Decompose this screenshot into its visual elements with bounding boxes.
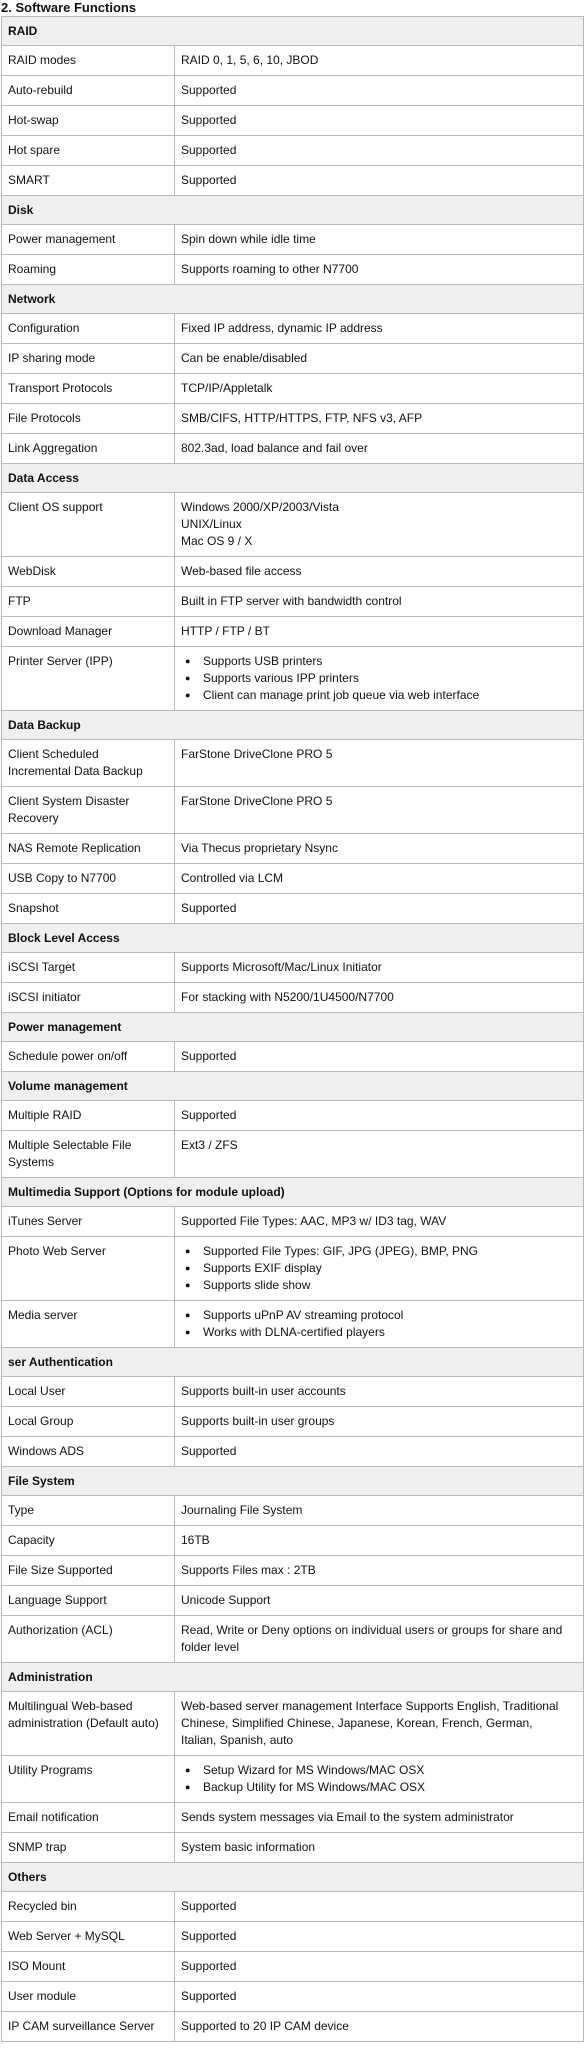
feature-value-line: folder level [181, 1640, 240, 1654]
feature-value [175, 1407, 584, 1437]
bullet-item: ● Works with DLNA-certified players [181, 1324, 577, 1341]
table-row [2, 1556, 584, 1586]
feature-label-line: Client OS support [8, 500, 103, 514]
table-row [2, 493, 584, 557]
feature-label [2, 1756, 175, 1803]
section-header-others [2, 1863, 584, 1892]
feature-value [175, 374, 584, 404]
feature-value [175, 1833, 584, 1863]
feature-label [2, 1892, 175, 1922]
section-header-block-level-access [2, 924, 584, 953]
feature-label [2, 1301, 175, 1348]
section-header-volume-management [2, 1072, 584, 1101]
feature-value-line: Supports Files max : 2TB [181, 1563, 316, 1577]
feature-label [2, 434, 175, 464]
feature-label-line: Configuration [8, 321, 80, 335]
bullet-item: ● Setup Wizard for MS Windows/MAC OSX [181, 1762, 577, 1779]
feature-value [175, 1756, 584, 1803]
feature-label-line: Roaming [8, 262, 57, 276]
feature-value-line: Spin down while idle time [181, 232, 316, 246]
feature-label [2, 1237, 175, 1301]
feature-label-line: File Size Supported [8, 1563, 113, 1577]
table-row [2, 1437, 584, 1467]
feature-label [2, 953, 175, 983]
section-header-administration [2, 1663, 584, 1692]
feature-value [175, 647, 584, 711]
feature-value-line: HTTP / FTP / BT [181, 624, 270, 638]
feature-label-line: Transport Protocols [8, 381, 113, 395]
feature-label [2, 983, 175, 1013]
feature-label [2, 1922, 175, 1952]
feature-label [2, 136, 175, 166]
feature-value [175, 314, 584, 344]
bullet-list [181, 1307, 577, 1341]
feature-label-line: Incremental Data Backup [8, 764, 143, 778]
feature-label-line: iTunes Server [8, 1214, 83, 1228]
feature-label [2, 617, 175, 647]
feature-label-line: Capacity [8, 1533, 55, 1547]
feature-label [2, 2012, 175, 2042]
feature-value [175, 493, 584, 557]
feature-label [2, 1131, 175, 1178]
spec-table-body [2, 17, 584, 2042]
feature-label-line: Photo Web Server [8, 1244, 106, 1258]
feature-value [175, 1982, 584, 2012]
feature-label [2, 493, 175, 557]
table-row [2, 1922, 584, 1952]
feature-label [2, 647, 175, 711]
feature-label [2, 1101, 175, 1131]
feature-label-line: ISO Mount [8, 1959, 66, 1973]
feature-value-line: Supported [181, 1929, 237, 1943]
section-title: Data Access [2, 464, 584, 493]
feature-label-line: Snapshot [8, 901, 59, 915]
section-title: Volume management [2, 1072, 584, 1101]
feature-label-line: Client Scheduled [8, 747, 99, 761]
section-header-power-management [2, 1013, 584, 1042]
feature-label-line: IP sharing mode [8, 351, 96, 365]
feature-value [175, 834, 584, 864]
table-row [2, 1692, 584, 1756]
feature-value-line: System basic information [181, 1840, 316, 1854]
feature-label-line: Language Support [8, 1593, 107, 1607]
feature-label-line: Windows ADS [8, 1444, 85, 1458]
feature-value-line: Read, Write or Deny options on individual users or groups for share and [181, 1623, 563, 1637]
feature-label-line: Download Manager [8, 624, 113, 638]
feature-value-line: Ext3 / ZFS [181, 1138, 238, 1152]
table-row [2, 617, 584, 647]
section-title: Multimedia Support (Options for module upload) [2, 1178, 584, 1207]
feature-value-line: SMB/CIFS, HTTP/HTTPS, FTP, NFS v3, AFP [181, 411, 423, 425]
feature-value [175, 1803, 584, 1833]
feature-label [2, 1692, 175, 1756]
feature-value-line: Supported [181, 1899, 237, 1913]
feature-value-line: Mac OS 9 / X [181, 534, 253, 548]
feature-value-line: Italian, Spanish, auto [181, 1733, 294, 1747]
feature-value-line: RAID 0, 1, 5, 6, 10, JBOD [181, 53, 319, 67]
table-row [2, 864, 584, 894]
feature-label [2, 1437, 175, 1467]
feature-value [175, 1377, 584, 1407]
feature-label-line: IP CAM surveillance Server [8, 2019, 155, 2033]
feature-label-line: Auto-rebuild [8, 83, 73, 97]
feature-value-line: Supported [181, 83, 237, 97]
feature-label-line: Recovery [8, 811, 59, 825]
feature-value [175, 1556, 584, 1586]
bullet-item: ● Supports various IPP printers [181, 670, 577, 687]
feature-label [2, 314, 175, 344]
feature-value [175, 1237, 584, 1301]
feature-value-line: Via Thecus proprietary Nsync [181, 841, 338, 855]
table-row [2, 1496, 584, 1526]
table-row [2, 136, 584, 166]
table-row [2, 953, 584, 983]
feature-label-line: Link Aggregation [8, 441, 98, 455]
spec-table [1, 16, 584, 2042]
section-title: Administration [2, 1663, 584, 1692]
feature-label [2, 255, 175, 285]
feature-label [2, 344, 175, 374]
feature-label-line: administration (Default auto) [8, 1716, 159, 1730]
table-row [2, 225, 584, 255]
feature-label [2, 1496, 175, 1526]
feature-label [2, 1586, 175, 1616]
feature-label [2, 740, 175, 787]
feature-value-line: Supported [181, 1989, 237, 2003]
feature-label-line: iSCSI Target [8, 960, 76, 974]
section-title: Disk [2, 196, 584, 225]
table-row [2, 76, 584, 106]
feature-label-line: Hot-swap [8, 113, 59, 127]
section-header-disk [2, 196, 584, 225]
table-row [2, 1101, 584, 1131]
feature-value [175, 1526, 584, 1556]
feature-value-line: Built in FTP server with bandwidth control [181, 594, 402, 608]
feature-label-line: SNMP trap [8, 1840, 67, 1854]
table-row [2, 1301, 584, 1348]
feature-value-line: Supported [181, 1959, 237, 1973]
section-title: Network [2, 285, 584, 314]
feature-label-line: Authorization (ACL) [8, 1623, 113, 1637]
feature-label [2, 76, 175, 106]
table-row [2, 166, 584, 196]
feature-label-line: iSCSI initiator [8, 990, 81, 1004]
feature-value [175, 1892, 584, 1922]
feature-label [2, 1803, 175, 1833]
bullet-list [181, 1243, 577, 1294]
feature-label-line: Client System Disaster [8, 794, 130, 808]
feature-value [175, 1692, 584, 1756]
feature-value-line: Supports Microsoft/Mac/Linux Initiator [181, 960, 382, 974]
feature-label [2, 1952, 175, 1982]
feature-value [175, 1437, 584, 1467]
table-row [2, 46, 584, 76]
feature-value [175, 46, 584, 76]
table-row [2, 404, 584, 434]
section-title: Others [2, 1863, 584, 1892]
feature-value [175, 1131, 584, 1178]
section-header-network [2, 285, 584, 314]
feature-value [175, 787, 584, 834]
feature-label [2, 166, 175, 196]
feature-value-line: Supported [181, 901, 237, 915]
feature-value [175, 740, 584, 787]
table-row [2, 647, 584, 711]
feature-label-line: Printer Server (IPP) [8, 654, 113, 668]
feature-value-line: Controlled via LCM [181, 871, 284, 885]
table-row [2, 255, 584, 285]
bullet-item: ● Supports USB printers [181, 653, 577, 670]
feature-value [175, 344, 584, 374]
feature-label [2, 1616, 175, 1663]
document-title: 2. Software Functions [1, 0, 137, 15]
feature-label-line: FTP [8, 594, 31, 608]
table-row [2, 983, 584, 1013]
table-row [2, 374, 584, 404]
feature-value-line: FarStone DriveClone PRO 5 [181, 747, 333, 761]
feature-value-line: Supports built-in user accounts [181, 1384, 346, 1398]
feature-value [175, 894, 584, 924]
feature-label-line: Power management [8, 232, 116, 246]
section-title: File System [2, 1467, 584, 1496]
feature-value-line: 802.3ad, load balance and fail over [181, 441, 368, 455]
section-header-raid [2, 17, 584, 46]
feature-value [175, 1922, 584, 1952]
feature-value [175, 1101, 584, 1131]
feature-value [175, 2012, 584, 2042]
feature-label [2, 1042, 175, 1072]
table-row [2, 1131, 584, 1178]
feature-label [2, 587, 175, 617]
feature-label-line: SMART [8, 173, 50, 187]
feature-label-line: Recycled bin [8, 1899, 77, 1913]
feature-value-line: Supported [181, 143, 237, 157]
feature-label-line: Media server [8, 1308, 78, 1322]
table-row [2, 1982, 584, 2012]
bullet-item: ● Supports EXIF display [181, 1260, 577, 1277]
table-row [2, 1207, 584, 1237]
feature-value-line: Web-based server management Interface Supports English, Traditional [181, 1699, 559, 1713]
table-row [2, 344, 584, 374]
feature-label-line: Hot spare [8, 143, 61, 157]
feature-label [2, 404, 175, 434]
bullet-list [181, 653, 577, 704]
section-title: Power management [2, 1013, 584, 1042]
feature-label [2, 1207, 175, 1237]
table-row [2, 106, 584, 136]
feature-value-line: Supported [181, 1108, 237, 1122]
feature-value [175, 864, 584, 894]
table-row [2, 314, 584, 344]
section-title: RAID [2, 17, 584, 46]
feature-label-line: Type [8, 1503, 35, 1517]
feature-value-line: TCP/IP/Appletalk [181, 381, 273, 395]
feature-value [175, 983, 584, 1013]
table-row [2, 894, 584, 924]
section-header-multimedia-support-options-for-module-upload [2, 1178, 584, 1207]
table-row [2, 1042, 584, 1072]
feature-value-line: Chinese, Simplified Chinese, Japanese, Korean, French, German, [181, 1716, 533, 1730]
feature-value [175, 1616, 584, 1663]
feature-label [2, 374, 175, 404]
section-header-file-system [2, 1467, 584, 1496]
bullet-item: ● Supports uPnP AV streaming protocol [181, 1307, 577, 1324]
feature-value-line: Journaling File System [181, 1503, 303, 1517]
feature-value [175, 1496, 584, 1526]
feature-value [175, 106, 584, 136]
feature-label-line: Multiple RAID [8, 1108, 82, 1122]
table-row [2, 2012, 584, 2042]
feature-label-line: Email notification [8, 1810, 99, 1824]
feature-value-line: Supported [181, 1049, 237, 1063]
feature-label-line: Web Server + MySQL [8, 1929, 125, 1943]
section-title: Data Backup [2, 711, 584, 740]
feature-value [175, 587, 584, 617]
feature-label-line: Local User [8, 1384, 66, 1398]
feature-value-line: Windows 2000/XP/2003/Vista [181, 500, 339, 514]
feature-label [2, 46, 175, 76]
section-title: Block Level Access [2, 924, 584, 953]
feature-label-line: Schedule power on/off [8, 1049, 128, 1063]
table-row [2, 1616, 584, 1663]
table-row [2, 1892, 584, 1922]
feature-label [2, 834, 175, 864]
feature-label [2, 557, 175, 587]
table-row [2, 434, 584, 464]
bullet-item: ● Client can manage print job queue via web interface [181, 687, 577, 704]
table-row [2, 557, 584, 587]
bullet-item: ● Supports slide show [181, 1277, 577, 1294]
feature-value-line: Supported [181, 113, 237, 127]
feature-value [175, 953, 584, 983]
feature-label [2, 1526, 175, 1556]
feature-value-line: Can be enable/disabled [181, 351, 308, 365]
feature-value [175, 225, 584, 255]
table-row [2, 1756, 584, 1803]
table-row [2, 1952, 584, 1982]
bullet-item: ● Supported File Types: GIF, JPG (JPEG), BMP, PNG [181, 1243, 577, 1260]
feature-value [175, 1207, 584, 1237]
feature-value-line: Supports roaming to other N7700 [181, 262, 359, 276]
table-row [2, 1377, 584, 1407]
section-header-data-access [2, 464, 584, 493]
feature-value-line: FarStone DriveClone PRO 5 [181, 794, 333, 808]
table-row [2, 1803, 584, 1833]
feature-label-line: USB Copy to N7700 [8, 871, 117, 885]
feature-label-line: Utility Programs [8, 1763, 93, 1777]
table-row [2, 1586, 584, 1616]
feature-value-line: For stacking with N5200/1U4500/N7700 [181, 990, 394, 1004]
feature-value [175, 557, 584, 587]
feature-value-line: Supported [181, 1444, 237, 1458]
feature-value [175, 434, 584, 464]
feature-label-line: WebDisk [8, 564, 56, 578]
feature-label [2, 1407, 175, 1437]
feature-value [175, 617, 584, 647]
feature-value [175, 1586, 584, 1616]
feature-label [2, 864, 175, 894]
feature-label-line: Multilingual Web-based [8, 1699, 133, 1713]
feature-label-line: Local Group [8, 1414, 74, 1428]
feature-value [175, 255, 584, 285]
feature-label-line: Systems [8, 1155, 55, 1169]
feature-value-line: 16TB [181, 1533, 210, 1547]
feature-label [2, 106, 175, 136]
feature-label [2, 225, 175, 255]
feature-value-line: Supported File Types: AAC, MP3 w/ ID3 tag, WAV [181, 1214, 447, 1228]
section-title: ser Authentication [2, 1348, 584, 1377]
feature-value [175, 76, 584, 106]
table-row [2, 834, 584, 864]
section-header-data-backup [2, 711, 584, 740]
feature-value-line: Unicode Support [181, 1593, 271, 1607]
feature-value-line: Web-based file access [181, 564, 302, 578]
table-row [2, 1526, 584, 1556]
feature-label-line: Multiple Selectable File [8, 1138, 132, 1152]
table-row [2, 587, 584, 617]
table-row [2, 1237, 584, 1301]
feature-value-line: UNIX/Linux [181, 517, 242, 531]
feature-label [2, 787, 175, 834]
feature-label-line: NAS Remote Replication [8, 841, 141, 855]
feature-value [175, 136, 584, 166]
feature-label-line: User module [8, 1989, 77, 2003]
feature-label-line: File Protocols [8, 411, 81, 425]
section-header-ser-authentication [2, 1348, 584, 1377]
feature-label [2, 1556, 175, 1586]
feature-value-line: Supported to 20 IP CAM device [181, 2019, 349, 2033]
feature-value [175, 166, 584, 196]
feature-label [2, 1982, 175, 2012]
feature-label [2, 1833, 175, 1863]
feature-label [2, 1377, 175, 1407]
table-row [2, 740, 584, 787]
feature-value-line: Sends system messages via Email to the system administrator [181, 1810, 514, 1824]
feature-value [175, 1301, 584, 1348]
feature-value-line: Supports built-in user groups [181, 1414, 335, 1428]
feature-value [175, 1042, 584, 1072]
table-row [2, 787, 584, 834]
feature-value [175, 404, 584, 434]
feature-label-line: RAID modes [8, 53, 77, 67]
bullet-item: ● Backup Utility for MS Windows/MAC OSX [181, 1779, 577, 1796]
bullet-list [181, 1762, 577, 1796]
feature-value-line: Fixed IP address, dynamic IP address [181, 321, 383, 335]
feature-label [2, 894, 175, 924]
table-row [2, 1407, 584, 1437]
feature-value-line: Supported [181, 173, 237, 187]
feature-value [175, 1952, 584, 1982]
table-row [2, 1833, 584, 1863]
